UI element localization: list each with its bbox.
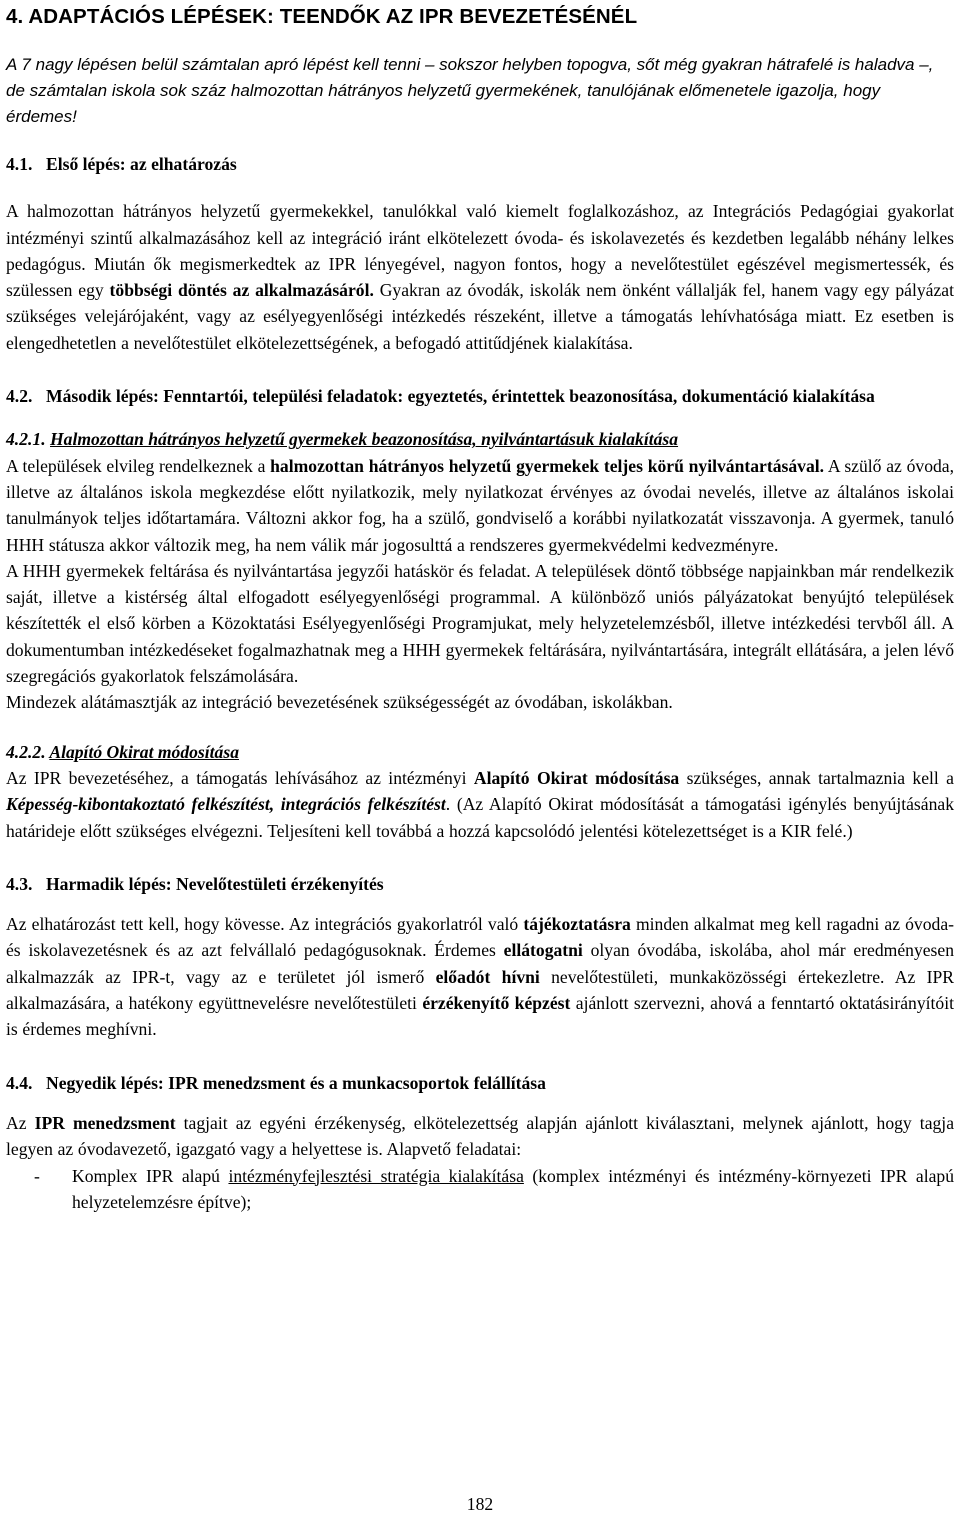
subsection-title: Alapító Okirat módosítása bbox=[49, 741, 239, 762]
bold-text: többségi döntés az alkalmazásáról. bbox=[109, 280, 374, 301]
intro-paragraph: A 7 nagy lépésen belül számtalan apró lépést kell tenni – sokszor helyben topogva, sőt még gyakran hátrafelé is haladva –, de számtalan iskola sok száz halmozottan hátrányos helyzetű gyermekének, tanulójának előmenetele igazolja, hogy érdemes! bbox=[6, 55, 934, 126]
section-heading-4-3 bbox=[6, 871, 954, 897]
bold-text: tájékoztatásra bbox=[523, 914, 631, 935]
text-run: Az bbox=[6, 1112, 35, 1133]
paragraph-4-2-1-c: Mindezek alátámasztják az integráció bevezetésének szükségességét az óvodában, iskolákban. bbox=[6, 692, 673, 713]
list-item-text bbox=[72, 1163, 954, 1216]
text-run: tagjait az egyéni érzékenység, elkötelezettség alapján ajánlott kiválasztani, melynek ajánlott, hogy tagja legyen az óvodavezető, igazgató vagy a helyettese is. Alapvető feladatai: bbox=[6, 1112, 954, 1160]
paragraph-4-2-2 bbox=[6, 765, 954, 844]
text-run: A települések elvileg rendelkeznek a bbox=[6, 455, 271, 476]
paragraph-4-2-1-a bbox=[6, 453, 954, 558]
text-run: . (Az Alapító Okirat módosítását a támogatási igénylés benyújtásának határideje előtt szükséges elvégezni. Teljesíteni kell továbbá a hozzá kapcsolódó jelentési kötelezettséget is a KIR felé.) bbox=[6, 794, 954, 841]
list-item bbox=[6, 1163, 954, 1216]
section-title: Negyedik lépés: IPR menedzsment és a munkacsoportok felállítása bbox=[46, 1072, 546, 1093]
text-run: Az IPR bevezetéséhez, a támogatás lehívásához az intézményi bbox=[6, 767, 474, 788]
paragraph-4-4 bbox=[6, 1110, 954, 1163]
text-run: ajánlott szervezni, ahová a fenntartó oktatásirányítóit is érdemes meghívni. bbox=[6, 993, 954, 1040]
text-run: nevelőtestületi, munkaközösségi értekezletre. Az IPR alkalmazására, a hatékony együttnevelésre nevelőtestületi bbox=[6, 966, 955, 1014]
subsection-number: 4.2.1. bbox=[6, 429, 46, 450]
underlined-text: intézményfejlesztési stratégia kialakítása bbox=[228, 1165, 524, 1186]
section-number: 4.2. bbox=[6, 386, 33, 407]
section-title: Első lépés: az elhatározás bbox=[46, 154, 237, 174]
text-run: (komplex intézményi és intézmény-környezeti IPR alapú helyzetelemzésre építve); bbox=[72, 1165, 954, 1212]
document-page bbox=[6, 0, 954, 1215]
subsection-title: Halmozottan hátrányos helyzetű gyermekek beazonosítása, nyilvántartásuk kialakítása bbox=[50, 429, 679, 450]
text-run: szükséges, annak tartalmaznia kell a bbox=[679, 767, 954, 788]
text-run: A halmozottan hátrányos helyzetű gyermekekkel, tanulókkal való kiemelt foglalkozáshoz, az Integrációs Pedagógiai gyakorlat intézményi szintű alkalmazásához kell az integráció iránt elkötelezett óvoda- és iskolavezetés és kezdetben legalább néhány lelkes pedagógus. Miután ők megismerkedtek az IPR lényegével, nagyon fontos, hogy a nevelőtestület egészével megismertessék, és szülessen egy bbox=[6, 201, 954, 301]
text-run: Gyakran az óvodák, iskolák nem önként vállalják fel, hanem vagy egy pályázat szükséges velejárójaként, vagy az esélyegyenlőségi intézkedés részeként, illetve a támogatás lehívhatósága miatt. Ez esetben is elengedhetetlen a nevelőtestület elkötelezettségének, a befogadó attitűdjének kialakítása. bbox=[6, 280, 954, 353]
section-title: Második lépés: Fenntartói, települési feladatok: egyeztetés, érintettek beazonosítása, dokumentáció kialakítása bbox=[46, 386, 875, 407]
section-heading-4-4 bbox=[6, 1070, 954, 1096]
text-run: Komplex IPR alapú bbox=[72, 1165, 229, 1186]
section-number: 4.4. bbox=[6, 1072, 33, 1093]
section-title: Harmadik lépés: Nevelőtestületi érzékenyítés bbox=[46, 873, 384, 894]
bold-text: Alapító Okirat módosítása bbox=[473, 767, 680, 788]
subsection-heading-4-2-2 bbox=[6, 739, 954, 765]
text-run: A szülő az óvoda, illetve az általános iskola megkezdése előtt nyilatkozik, mely nyilatkozat érvényes az óvodai nevelés, illetve az általános iskolai tanulmányok teljes időtartamára. Változni akkor fog, ha a szülő, gondviselő a korábbi nyilatkozatát visszavonja. A gyermek, tanuló HHH státusza akkor változik meg, ha nem válik már jogosulttá a rendszeres gyermekvédelmi kedvezményre. bbox=[6, 455, 954, 555]
section-number: 4.1. bbox=[6, 154, 33, 174]
bold-text: ellátogatni bbox=[503, 940, 583, 961]
paragraph-4-3 bbox=[6, 911, 954, 1042]
section-heading-4-1 bbox=[6, 151, 954, 177]
page-title: 4. ADAPTÁCIÓS LÉPÉSEK: TEENDŐK AZ IPR BEVEZETÉSÉNÉL bbox=[6, 5, 638, 28]
bold-italic-text: Képesség-kibontakoztató felkészítést, integrációs felkészítést bbox=[6, 794, 446, 815]
page-number: 182 bbox=[466, 1494, 494, 1514]
text-run: minden alkalmat meg kell ragadni az óvoda- és iskolavezetésnek és az azt felvállaló pedagógusoknak. Érdemes bbox=[6, 914, 954, 961]
bullet-dash: - bbox=[34, 1165, 40, 1186]
section-number: 4.3. bbox=[6, 873, 33, 894]
bold-text: IPR menedzsment bbox=[34, 1112, 176, 1133]
subsection-heading-4-2-1 bbox=[6, 426, 954, 452]
text-run: olyan óvodába, iskolába, ahol már eredményesen alkalmazzák az IPR-t, vagy az e területet jól ismerő bbox=[6, 940, 955, 987]
bold-text: előadót hívni bbox=[435, 966, 540, 987]
section-heading-4-2 bbox=[6, 383, 954, 409]
paragraph-4-2-1-b: A HHH gyermekek feltárása és nyilvántartása jegyzői hatáskör és feladat. A települések döntő többsége napjainkban már rendelkezik saját, illetve a kistérség által elfogadott esélyegyenlőségi programmal. A különböző uniós pályázatokat benyújtó települések készítették el első körben a Közoktatási Esélyegyenlőségi Programjukat, mely helyzetelemzésből, illetve intézkedési tervből áll. A dokumentumban intézkedéseket fogalmazhatnak meg a HHH gyermekek feltárására, nyilvántartására, integrált ellátására, a jelen lévő szegregációs gyakorlatok felszámolására. bbox=[6, 560, 954, 687]
bold-text: halmozottan hátrányos helyzetű gyermekek teljes körű nyilvántartásával. bbox=[270, 455, 825, 476]
subsection-number: 4.2.2. bbox=[6, 741, 46, 762]
paragraph-4-1 bbox=[6, 198, 954, 356]
bold-text: érzékenyítő képzést bbox=[422, 993, 571, 1014]
text-run: Az elhatározást tett kell, hogy kövesse. Az integrációs gyakorlatról való bbox=[6, 914, 524, 935]
